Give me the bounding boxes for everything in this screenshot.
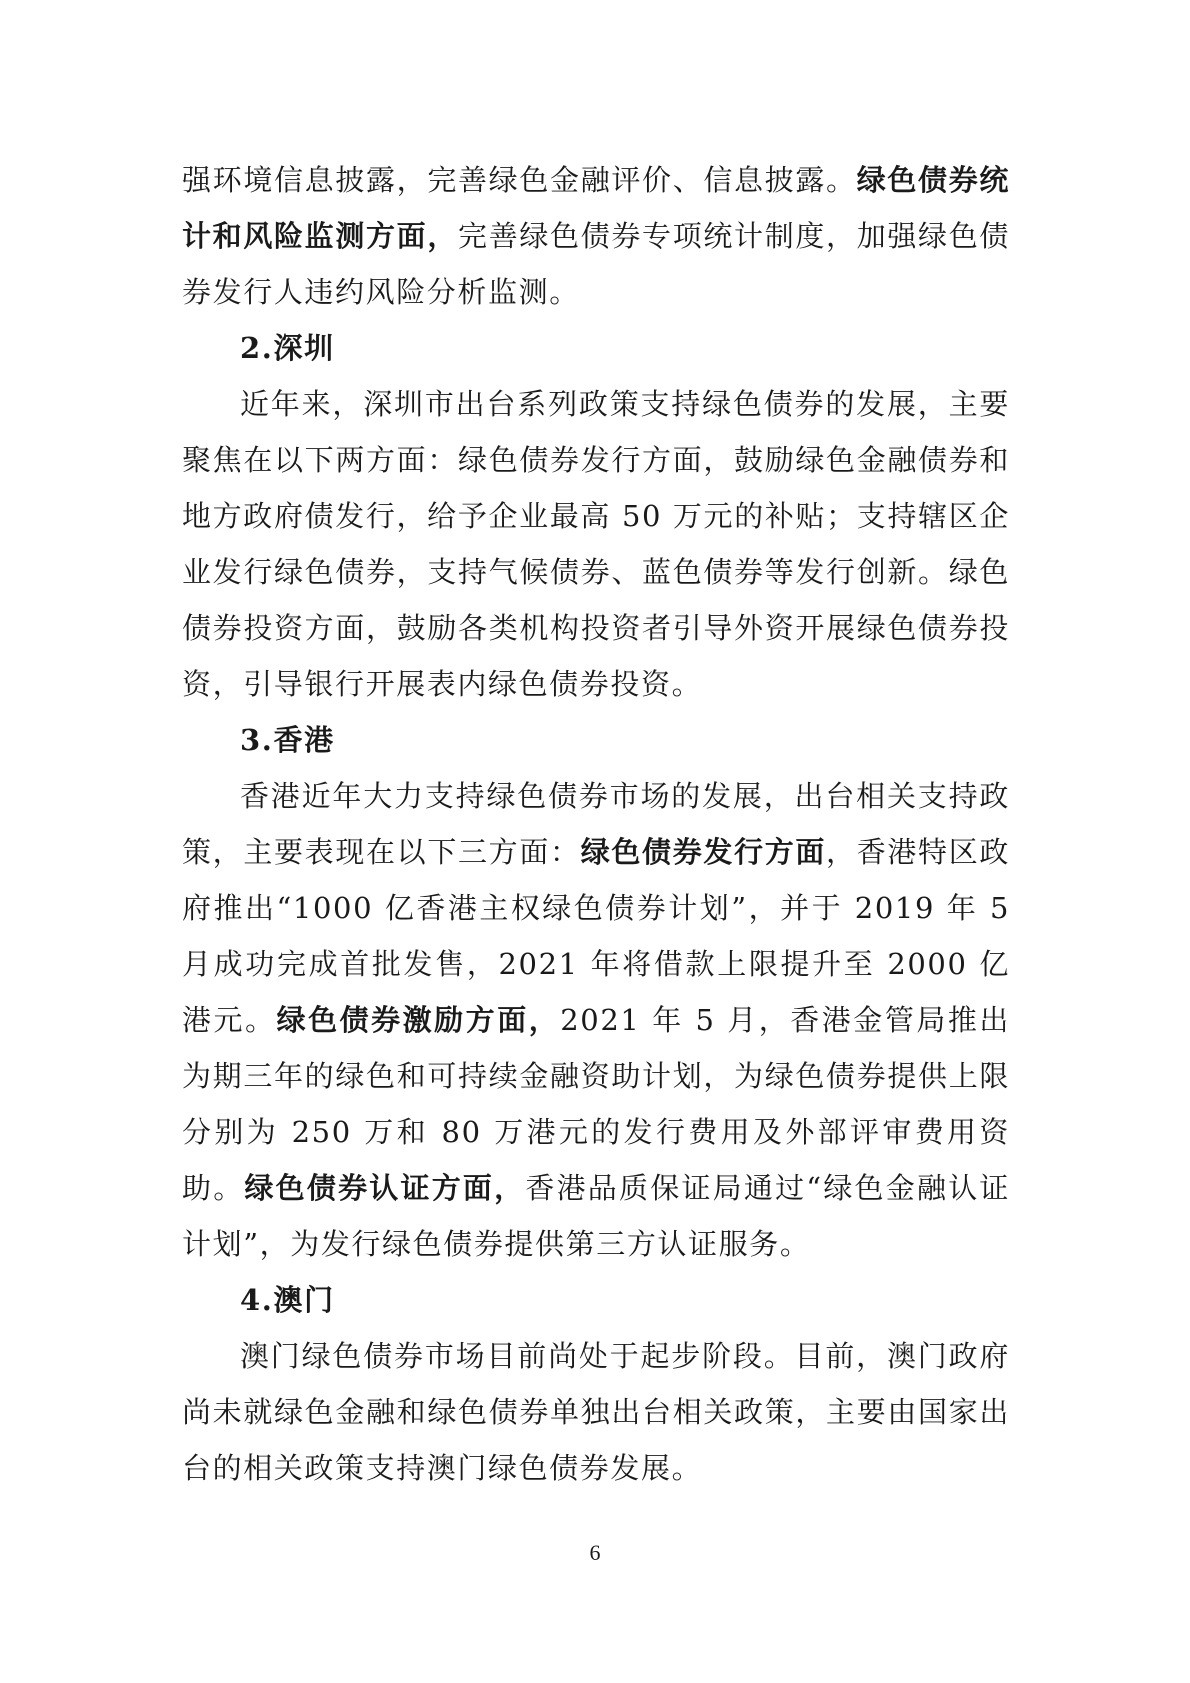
section-body-macau: 澳门绿色债券市场目前尚处于起步阶段。目前，澳门政府尚未就绿色金融和绿色债券单独出台相关政策，主要由国家出台的相关政策支持澳门绿色债券发展。: [182, 1339, 1010, 1485]
intro-text-1: 强环境信息披露，完善绿色金融评价、信息披露。: [182, 163, 857, 197]
hongkong-bold-1: 绿色债券发行方面: [580, 835, 827, 869]
section-body-hongkong: [182, 768, 1010, 1272]
section-heading-hongkong: 3.香港: [240, 723, 335, 757]
section-heading-shenzhen: 2.深圳: [240, 331, 335, 365]
hongkong-bold-3: 绿色债券认证方面，: [244, 1171, 526, 1205]
intro-text-2: 完善绿色债券专项统计制度，加强绿色债券发行人违约风险分析监测。: [182, 219, 1010, 309]
hongkong-text-2: ，香港特区政府推出“1000 亿香港主权绿色债券计划”，并于 2019 年 5 月成功完成首批发售，2021 年将借款上限提升至 2000 亿港元。: [182, 835, 1010, 1037]
hongkong-bold-2: 绿色债券激励方面，: [276, 1003, 561, 1037]
document-body: [182, 152, 1010, 1496]
hongkong-text-4: 香港品质保证局通过“绿色金融认证计划”，为发行绿色债券提供第三方认证服务。: [182, 1171, 1011, 1261]
intro-bold-1: 绿色债券统计和风险监测方面，: [182, 163, 1010, 253]
section-heading-macau: 4.澳门: [240, 1283, 335, 1317]
hongkong-text-3: 2021 年 5 月，香港金管局推出为期三年的绿色和可持续金融资助计划，为绿色债券提供上限分别为 250 万和 80 万港元的发行费用及外部评审费用资助。: [182, 1003, 1010, 1205]
page-number: 6: [589, 1540, 601, 1565]
hongkong-text-1: 香港近年大力支持绿色债券市场的发展，出台相关支持政策，主要表现在以下三方面：: [182, 779, 1010, 869]
section-body-shenzhen: 近年来，深圳市出台系列政策支持绿色债券的发展，主要聚焦在以下两方面：绿色债券发行方面，鼓励绿色金融债券和地方政府债发行，给予企业最高 50 万元的补贴；支持辖区企业发行绿色债券，支持气候债券、蓝色债券等发行创新。绿色债券投资方面，鼓励各类机构投资者引导外资开展绿色债券投资，引导银行开展表内绿色债券投资。: [182, 387, 1010, 701]
intro-paragraph: [182, 152, 1010, 320]
